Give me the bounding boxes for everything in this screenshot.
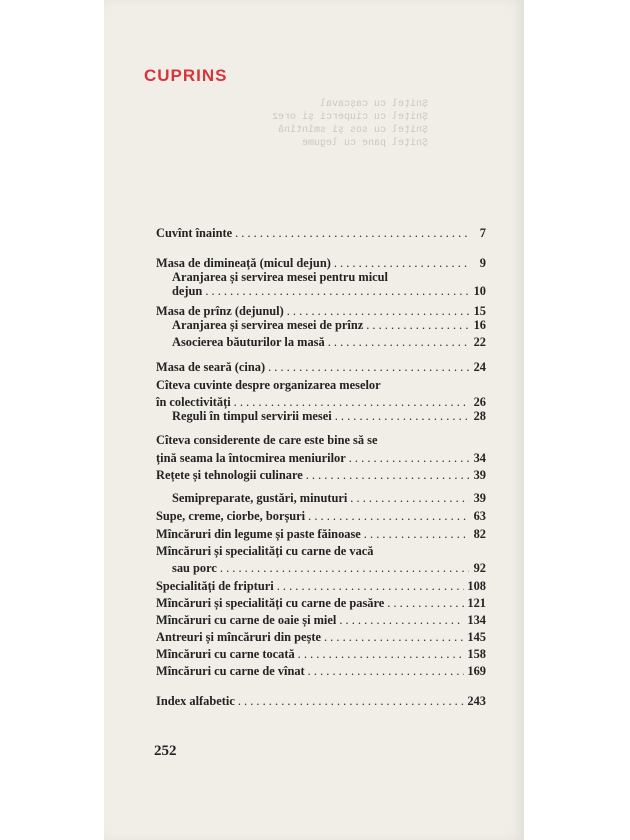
toc-leader-dots (205, 284, 469, 298)
toc-entry (156, 544, 486, 558)
toc-entry-page: 16 (473, 318, 486, 332)
toc-entry-title: Mîncăruri din legume și paste făinoase (156, 527, 361, 541)
toc-entry (156, 378, 486, 392)
toc-entry-title: Cîteva cuvinte despre organizarea meselor (156, 378, 381, 392)
toc-entry-page: 63 (473, 509, 486, 523)
toc-entry-title: în colectivități (156, 395, 231, 409)
page-title: CUPRINS (144, 66, 228, 85)
toc-entry-title: Aranjarea și servirea mesei pentru micul (172, 270, 388, 284)
toc-entry-title: Index alfabetic (156, 694, 235, 708)
toc-leader-dots (364, 527, 469, 541)
toc-leader-dots (335, 409, 469, 423)
toc-entry (156, 304, 486, 318)
toc-entry (156, 579, 486, 593)
toc-entry (156, 433, 486, 447)
toc-entry-page: 26 (473, 395, 486, 409)
toc-leader-dots (308, 509, 469, 523)
toc-entry-page: 10 (473, 284, 486, 298)
toc-entry (156, 509, 486, 523)
toc-entry-title: Semipreparate, gustări, minuturi (172, 491, 348, 505)
toc-entry-title: Supe, creme, ciorbe, borșuri (156, 509, 306, 523)
toc-entry (156, 451, 486, 465)
toc-entry-title: dejun (172, 284, 203, 298)
toc-leader-dots (308, 664, 465, 678)
toc-entry-page: 15 (473, 304, 486, 318)
toc-entry-title: Mîncăruri cu carne tocată (156, 647, 295, 661)
toc-entry (156, 409, 486, 423)
toc-entry-title: Reguli în timpul servirii mesei (172, 409, 332, 423)
toc-entry-title: Asocierea băuturilor la masă (172, 335, 325, 349)
toc-entry (156, 664, 486, 678)
toc-entry-page: 243 (467, 694, 486, 708)
toc-entry-title: Mîncăruri și specialități cu carne de vacă (156, 544, 374, 558)
toc-entry-page: 121 (467, 596, 486, 610)
toc-entry-title: Antreuri și mîncăruri din pește (156, 630, 321, 644)
toc-entry (156, 596, 486, 610)
toc-entry-page: 22 (473, 335, 486, 349)
toc-entry-page: 134 (467, 613, 486, 627)
toc-entry-page: 82 (473, 527, 486, 541)
bleed-through-text: Șnițel cu cașcaval Șnițel cu ciuperci și orez Șnițel cu sos și smîntînă Șnițel pane cu legume (272, 99, 429, 149)
toc-entry (156, 694, 486, 708)
toc-entry (156, 613, 486, 627)
toc-entry (156, 284, 486, 298)
toc-entry-title: țină seama la întocmirea meniurilor (156, 451, 346, 465)
toc-entry-title: Cuvînt înainte (156, 226, 233, 240)
toc-entry-page: 108 (467, 579, 486, 593)
toc-entry (156, 360, 486, 374)
toc-leader-dots (328, 335, 469, 349)
table-of-contents (156, 226, 486, 708)
page-number: 252 (154, 743, 177, 759)
toc-entry-page: 7 (479, 226, 486, 240)
toc-leader-dots (334, 256, 469, 270)
toc-leader-dots (298, 647, 465, 661)
toc-leader-dots (277, 579, 465, 593)
toc-entry-title: Mîncăruri cu carne de vînat (156, 664, 305, 678)
toc-entry-title: Rețete și tehnologii culinare (156, 468, 303, 482)
toc-entry (156, 468, 486, 482)
toc-leader-dots (306, 468, 469, 482)
toc-entry (156, 647, 486, 661)
toc-leader-dots (324, 630, 464, 644)
toc-entry-title: Masa de prînz (dejunul) (156, 304, 284, 318)
toc-leader-dots (350, 491, 469, 505)
toc-entry (156, 226, 486, 240)
toc-entry-page: 39 (473, 468, 486, 482)
toc-leader-dots (287, 304, 469, 318)
toc-entry-page: 145 (467, 630, 486, 644)
toc-entry (156, 256, 486, 270)
toc-entry-title: Specialități de fripturi (156, 579, 274, 593)
toc-entry-page: 39 (473, 491, 486, 505)
toc-leader-dots (238, 694, 465, 708)
toc-leader-dots (234, 395, 469, 409)
toc-entry-page: 9 (479, 256, 486, 270)
toc-leader-dots (268, 360, 469, 374)
toc-entry (156, 527, 486, 541)
toc-leader-dots (387, 596, 464, 610)
toc-entry-page: 158 (467, 647, 486, 661)
toc-entry-title: Mîncăruri și specialități cu carne de pasăre (156, 596, 385, 610)
toc-entry-title: Masa de seară (cina) (156, 360, 266, 374)
toc-entry-page: 28 (473, 409, 486, 423)
toc-entry (156, 270, 486, 284)
toc-entry (156, 491, 486, 505)
toc-entry-page: 34 (473, 451, 486, 465)
toc-entry (156, 395, 486, 409)
toc-entry (156, 561, 486, 575)
toc-entry-page: 24 (473, 360, 486, 374)
toc-entry-title: Mîncăruri cu carne de oaie și miel (156, 613, 337, 627)
toc-leader-dots (235, 226, 469, 240)
toc-leader-dots (349, 451, 469, 465)
toc-entry (156, 335, 486, 349)
toc-leader-dots (220, 561, 469, 575)
toc-leader-dots (339, 613, 464, 627)
toc-entry-title: Aranjarea și servirea mesei de prînz (172, 318, 364, 332)
toc-leader-dots (366, 318, 469, 332)
toc-entry-page: 169 (467, 664, 486, 678)
toc-entry (156, 630, 486, 644)
toc-entry (156, 318, 486, 332)
toc-entry-page: 92 (473, 561, 486, 575)
toc-entry-title: Cîteva considerente de care este bine să se (156, 433, 378, 447)
toc-entry-title: sau porc (172, 561, 217, 575)
toc-entry-title: Masa de dimineață (micul dejun) (156, 256, 331, 270)
